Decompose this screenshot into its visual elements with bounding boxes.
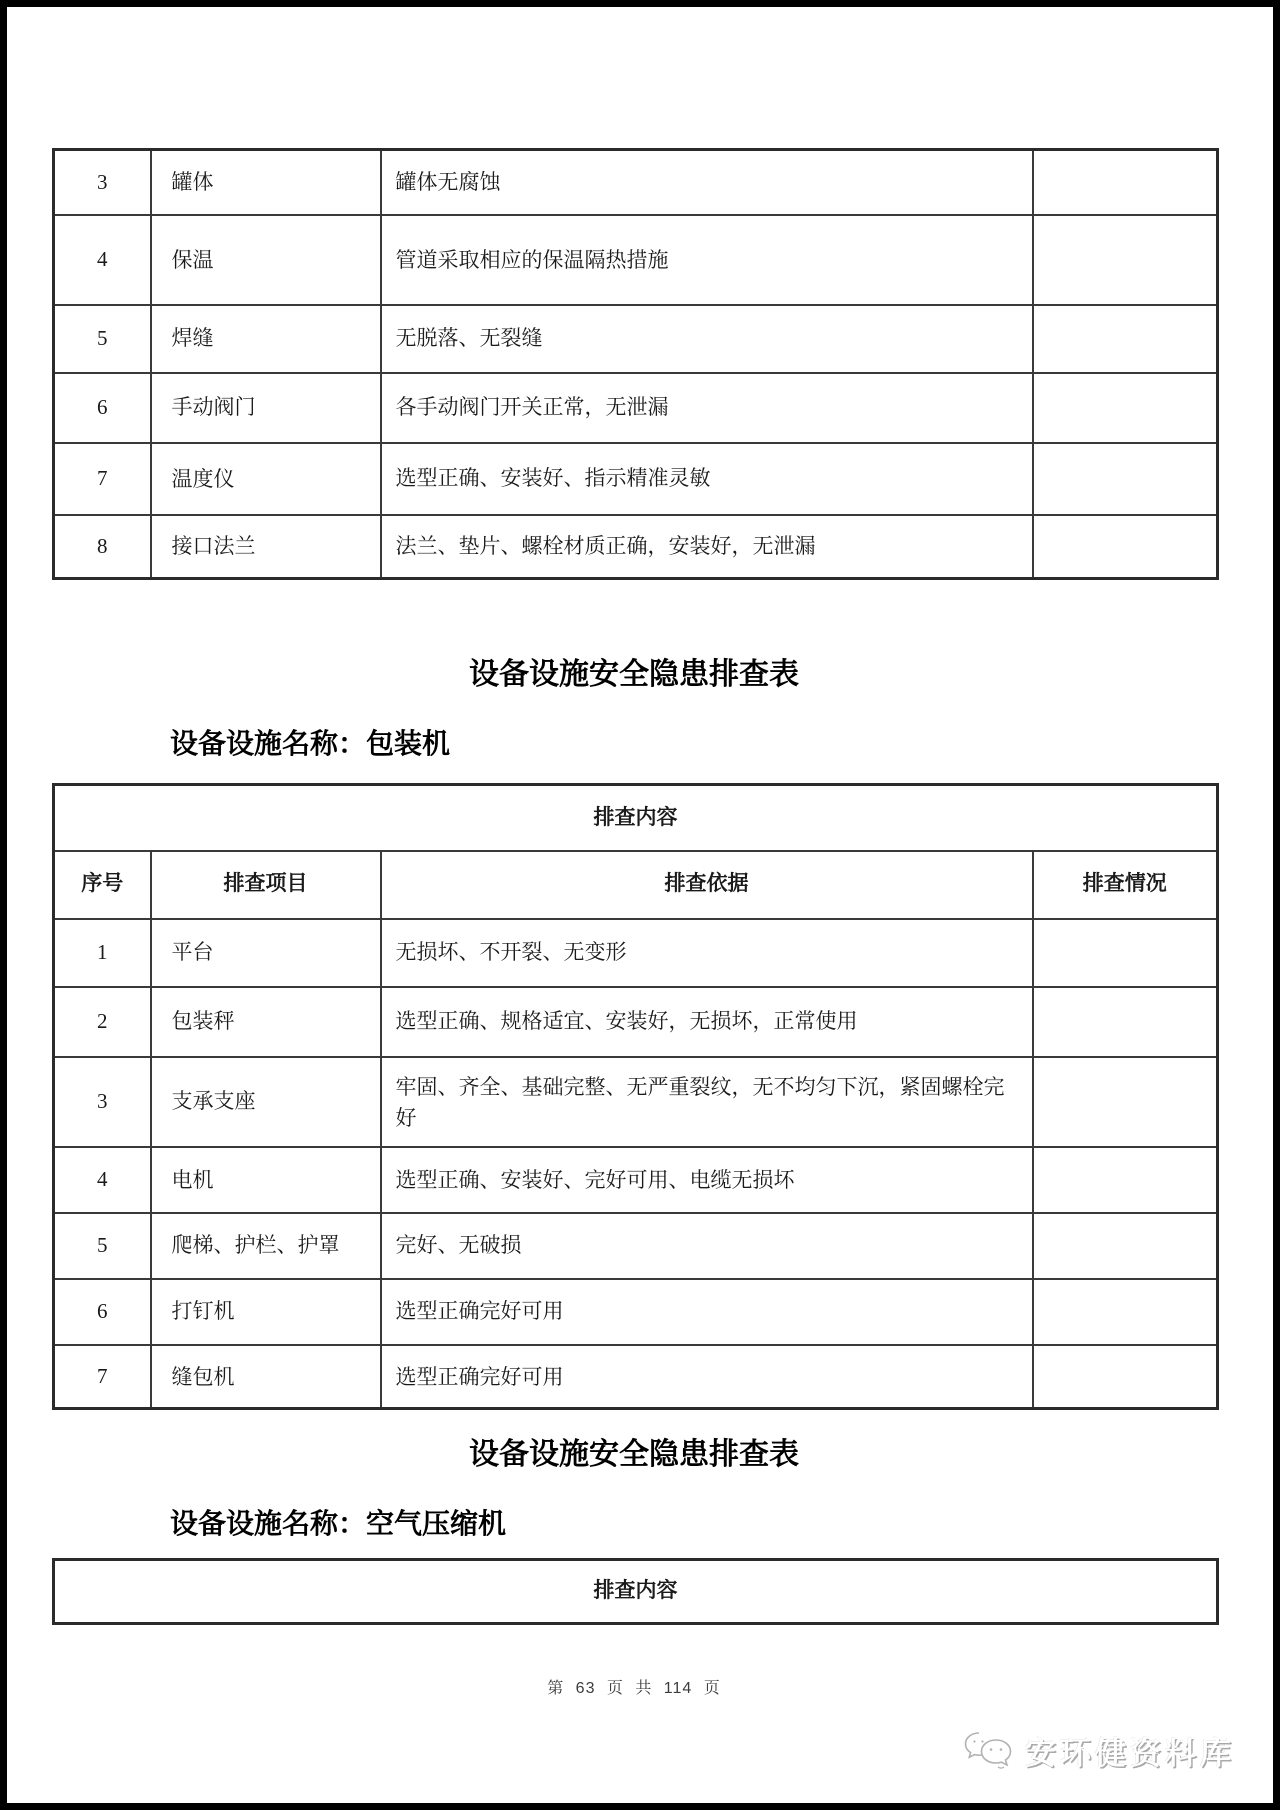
table-row [54,1213,1218,1279]
row-number: 1 [54,919,151,987]
inspect-basis: 管道采取相应的保温隔热措施 [381,215,1033,305]
inspect-basis: 选型正确、规格适宜、安装好，无损坏，正常使用 [381,987,1033,1057]
inspect-basis: 牢固、齐全、基础完整、无严重裂纹，无不均匀下沉，紧固螺栓完好 [381,1057,1033,1147]
inspect-status [1033,150,1218,215]
equipment-name: 设备设施名称：包装机 [170,728,451,759]
table-row [54,1147,1218,1213]
table-row [54,515,1218,579]
inspect-status [1033,1147,1218,1213]
inspect-status [1033,1345,1218,1409]
inspection-table-compressor [52,1558,1219,1625]
inspect-status [1033,305,1218,373]
table-row [54,987,1218,1057]
equipment-name: 设备设施名称：空气压缩机 [170,1508,507,1539]
chat-bubbles-icon [963,1730,1015,1772]
table-row [54,1345,1218,1409]
inspect-item: 包装秤 [151,987,381,1057]
band-row [54,1560,1218,1624]
inspect-status [1033,515,1218,579]
inspect-basis: 罐体无腐蚀 [381,150,1033,215]
row-number: 7 [54,1345,151,1409]
inspect-item: 缝包机 [151,1345,381,1409]
inspect-basis: 完好、无破损 [381,1213,1033,1279]
row-number: 6 [54,1279,151,1345]
row-number: 4 [54,1147,151,1213]
row-number: 5 [54,305,151,373]
header-row [54,851,1218,919]
inspect-item: 罐体 [151,150,381,215]
col-header-basis: 排查依据 [381,851,1033,919]
inspect-item: 保温 [151,215,381,305]
table-row [54,215,1218,305]
inspect-status [1033,373,1218,443]
inspect-status [1033,1057,1218,1147]
inspect-status [1033,919,1218,987]
section-title: 设备设施安全隐患排查表 [469,1438,799,1471]
inspect-status [1033,215,1218,305]
table-row [54,1279,1218,1345]
band-row [54,785,1218,851]
table-row [54,150,1218,215]
col-header-status: 排查情况 [1033,851,1218,919]
inspect-item: 温度仪 [151,443,381,515]
section-title: 设备设施安全隐患排查表 [469,658,799,691]
inspect-basis: 选型正确、安装好、完好可用、电缆无损坏 [381,1147,1033,1213]
inspect-status [1033,987,1218,1057]
col-header-item: 排查项目 [151,851,381,919]
table-row [54,919,1218,987]
inspect-basis: 各手动阀门开关正常，无泄漏 [381,373,1033,443]
inspection-table-packer [52,783,1219,1410]
inspect-item: 手动阀门 [151,373,381,443]
band-label: 排查内容 [54,785,1218,851]
inspect-item: 支承支座 [151,1057,381,1147]
row-number: 8 [54,515,151,579]
inspect-status [1033,1213,1218,1279]
band-label: 排查内容 [54,1560,1218,1624]
table-row [54,373,1218,443]
inspect-item: 接口法兰 [151,515,381,579]
inspect-basis: 无损坏、不开裂、无变形 [381,919,1033,987]
row-number: 4 [54,215,151,305]
inspection-table-top [52,148,1219,580]
inspect-basis: 选型正确、安装好、指示精准灵敏 [381,443,1033,515]
inspect-basis: 选型正确完好可用 [381,1345,1033,1409]
inspect-status [1033,1279,1218,1345]
col-header-no: 序号 [54,851,151,919]
row-number: 7 [54,443,151,515]
inspect-basis: 选型正确完好可用 [381,1279,1033,1345]
inspect-item: 平台 [151,919,381,987]
watermark-text: 安环健资料库 [1025,1736,1235,1771]
table-row [54,443,1218,515]
row-number: 6 [54,373,151,443]
inspect-item: 爬梯、护栏、护罩 [151,1213,381,1279]
inspect-item: 焊缝 [151,305,381,373]
page-number: 第 63 页 共 114 页 [547,1680,721,1697]
row-number: 2 [54,987,151,1057]
inspect-basis: 法兰、垫片、螺栓材质正确，安装好，无泄漏 [381,515,1033,579]
watermark [963,1728,1235,1773]
table-row [54,305,1218,373]
table-row [54,1057,1218,1147]
row-number: 5 [54,1213,151,1279]
row-number: 3 [54,150,151,215]
inspect-item: 电机 [151,1147,381,1213]
inspect-status [1033,443,1218,515]
inspect-item: 打钉机 [151,1279,381,1345]
row-number: 3 [54,1057,151,1147]
inspect-basis: 无脱落、无裂缝 [381,305,1033,373]
